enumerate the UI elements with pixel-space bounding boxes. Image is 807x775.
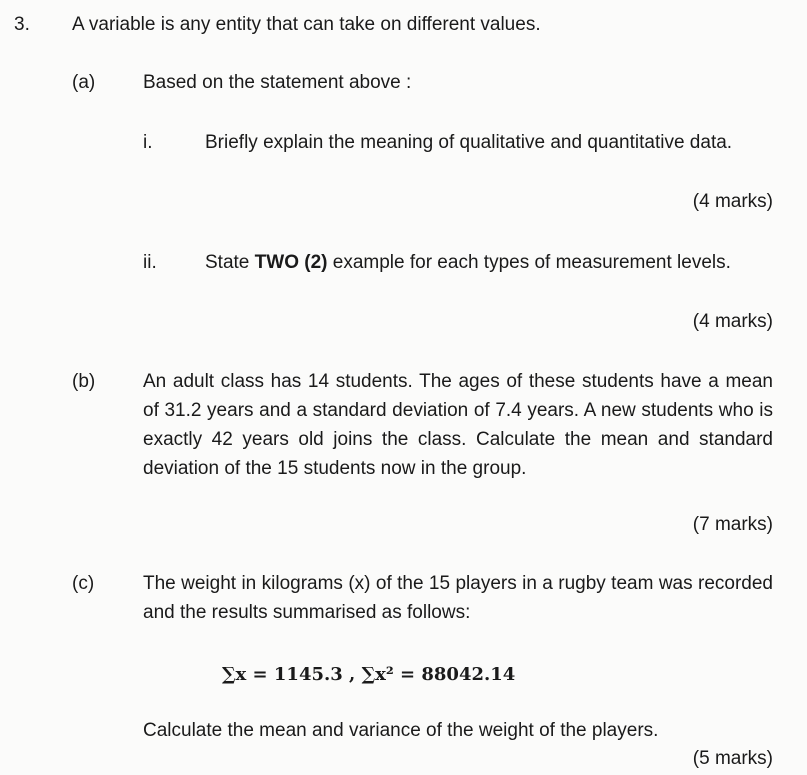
question-number: 3. xyxy=(14,14,30,35)
part-a-ii-marks: (4 marks) xyxy=(692,311,773,332)
text: State xyxy=(205,252,255,273)
part-a-ii-label: ii. xyxy=(143,252,157,273)
emphasis: TWO (2) xyxy=(254,252,328,273)
part-a-i-marks: (4 marks) xyxy=(692,191,773,212)
part-c-text: The weight in kilograms (x) of the 15 players in a rugby team was recorded and the results summarised as follows: xyxy=(143,573,773,623)
part-c-task: Calculate the mean and variance of the weight of the players. xyxy=(143,720,659,741)
part-b-label: (b) xyxy=(72,371,96,392)
part-a-intro: Based on the statement above : xyxy=(143,72,412,93)
text: example for each types of measurement levels. xyxy=(327,252,731,273)
part-a-i-text: Briefly explain the meaning of qualitative and quantitative data. xyxy=(205,132,733,153)
part-c-label: (c) xyxy=(72,573,95,594)
part-b-marks: (7 marks) xyxy=(692,514,773,535)
part-c-marks: (5 marks) xyxy=(692,748,773,769)
part-a-i-label: i. xyxy=(143,132,153,153)
part-a-ii-text xyxy=(205,248,773,277)
part-a-label: (a) xyxy=(72,72,96,93)
part-b-text: An adult class has 14 students. The ages of these students have a mean of 31.2 years and a standard deviation of 7.4 years. A new students who is exactly 42 years old joins the class. Calculate the mean and standard deviation of the 15 students now in the group. xyxy=(143,371,773,479)
part-c-formula: ∑x = 1145.3 , ∑x² = 88042.14 xyxy=(222,664,516,685)
question-stem: A variable is any entity that can take on different values. xyxy=(72,14,541,35)
